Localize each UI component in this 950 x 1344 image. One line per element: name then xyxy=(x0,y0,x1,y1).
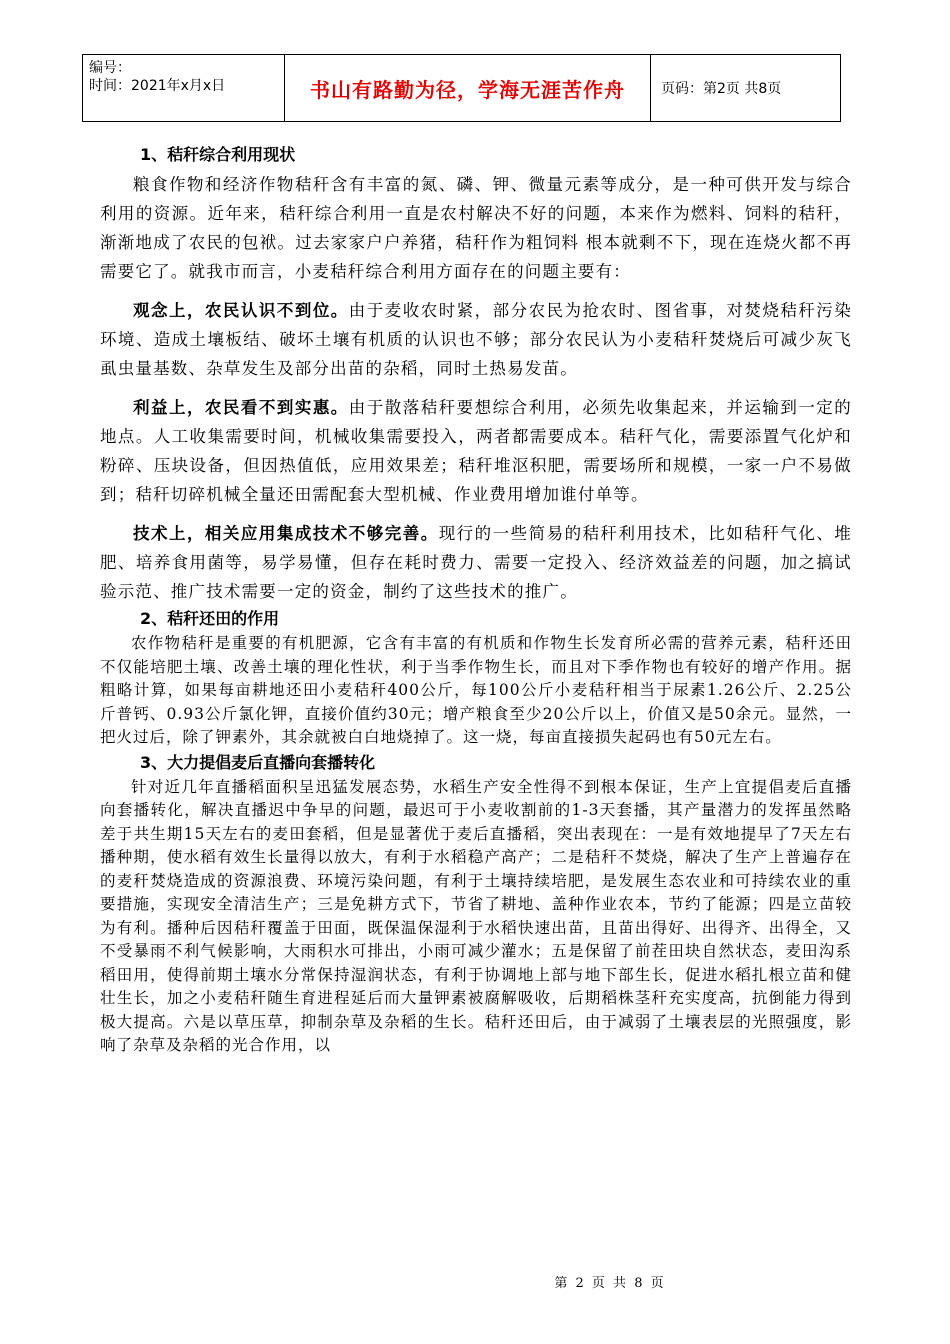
section-1-title: 1、秸秆综合利用现状 xyxy=(140,145,296,164)
section-2-title: 2、秸秆还田的作用 xyxy=(140,609,280,628)
header-slogan: 书山有路勤为径，学海无涯苦作舟 xyxy=(285,55,651,121)
section-1-paragraph-1: 粮食作物和经济作物秸秆含有丰富的氮、磷、钾、微量元素等成分，是一种可供开发与综合利用的资源。近年来，秸秆综合利用一直是农村解决不好的问题，本来作为燃料、饲料的秸秆，渐渐地成了农民的包袱。过去家家户户养猪，秸秆作为粗饲料 根本就剩不下，现在连烧火都不再需要它了。就我市而言，小麦秸秆综合利用方面存在的问题主要有： xyxy=(100,175,852,281)
document-body xyxy=(100,140,852,1058)
header-page-label: 页码：第2页 共8页 xyxy=(661,81,782,97)
paragraph-3-lead: 利益上，农民看不到实惠。 xyxy=(133,398,349,417)
paragraph-2-lead: 观念上，农民认识不到位。 xyxy=(133,301,349,320)
time-label: 时间：2021年x月x日 xyxy=(89,78,226,94)
header-table xyxy=(82,54,841,122)
page-footer xyxy=(0,1272,950,1291)
footer-page-number: 第 2 页 共 8 页 xyxy=(554,1276,666,1291)
section-2-paragraph-1: 农作物秸秆是重要的有机肥源，它含有丰富的有机质和作物生长发育所必需的营养元素，秸秆还田不仅能培肥土壤、改善土壤的理化性状，利于当季作物生长，而且对下季作物也有较好的增产作用。据粗略计算，如果每亩耕地还田小麦秸秆400公斤，每100公斤小麦秸秆相当于尿素1.26公斤、2.25公斤普钙、0.93公斤氯化钾，直接价值约30元；增产粮食至少20公斤以上，价值又是50余元。显然，一把火过后，除了钾素外，其余就被白白地烧掉了。这一烧，每亩直接损失起码也有50元左右。 xyxy=(100,634,852,746)
paragraph-2-body: 由于麦收农时紧，部分农民为抢农时、图省事，对焚烧秸秆污染环境、造成土壤板结、破坏土壤有机质的认识也不够；部分农民认为小麦秸秆焚烧后可减少灰飞虱虫量基数、杂草发生及部分出苗的杂稻，同时土热易发苗。 xyxy=(100,301,852,378)
paragraph-3-body: 由于散落秸秆要想综合利用，必须先收集起来，并运输到一定的地点。人工收集需要时间，机械收集需要投入，两者都需要成本。秸秆气化，需要添置气化炉和粉碎、压块设备，但因热值低，应用效果差；秸秆堆沤积肥，需要场所和规模，一家一户不易做到；秸秆切碎机械全量还田需配套大型机械、作业费用增加谁付单等。 xyxy=(100,398,852,504)
paragraph-4-lead: 技术上，相关应用集成技术不够完善。 xyxy=(133,524,439,543)
section-3-title: 3、大力提倡麦后直播向套播转化 xyxy=(140,752,376,772)
number-label: 编号： xyxy=(89,60,131,76)
header-meta xyxy=(83,55,285,121)
section-1-paragraph-4 xyxy=(100,519,852,606)
section-1-paragraph-3 xyxy=(100,393,852,509)
paragraph-4-body: 现行的一些简易的秸秆利用技术，比如秸秆气化、堆肥、培养食用菌等，易学易懂，但存在耗时费力、需要一定投入、经济效益差的问题，加之搞试验示范、推广技术需要一定的资金，制约了这些技术的推广。 xyxy=(100,524,852,601)
section-1-paragraph-2 xyxy=(100,296,852,383)
section-3-paragraph-1: 针对近几年直播稻面积呈迅猛发展态势，水稻生产安全性得不到根本保证，生产上宜提倡麦后直播向套播转化，解决直播迟中争早的问题，最迟可于小麦收割前的1-3天套播，其产量潜力的发挥虽然略差于共生期15天左右的麦田套稻，但是显著优于麦后直播稻，突出表现在：一是有效地提早了7天左右播种期，使水稻有效生长量得以放大，有利于水稻稳产高产；二是秸秆不焚烧，解决了生产上普遍存在的麦秆焚烧造成的资源浪费、环境污染问题，有利于土壤持续培肥，是发展生态农业和可持续农业的重要措施，实现安全清洁生产；三是免耕方式下，节省了耕地、盖种作业农本，节约了能源；四是立苗较为有利。播种后因秸秆覆盖于田面，既保温保湿利于水稻快速出苗，且苗出得好、出得齐、出得全，又不受暴雨不利气候影响，大雨积水可排出，小雨可减少灌水；五是保留了前茬田块自然状态，麦田沟系稻田用，使得前期土壤水分常保持湿润状态，有利于协调地上部与地下部生长，促进水稻扎根立苗和健壮生长，加之小麦秸秆随生育进程延后而大量钾素被腐解吸收，后期稻株茎秆充实度高，抗倒能力得到极大提高。六是以草压草，抑制杂草及杂稻的生长。秸秆还田后，由于减弱了土壤表层的光照强度，影响了杂草及杂稻的光合作用，以 xyxy=(100,777,852,1054)
